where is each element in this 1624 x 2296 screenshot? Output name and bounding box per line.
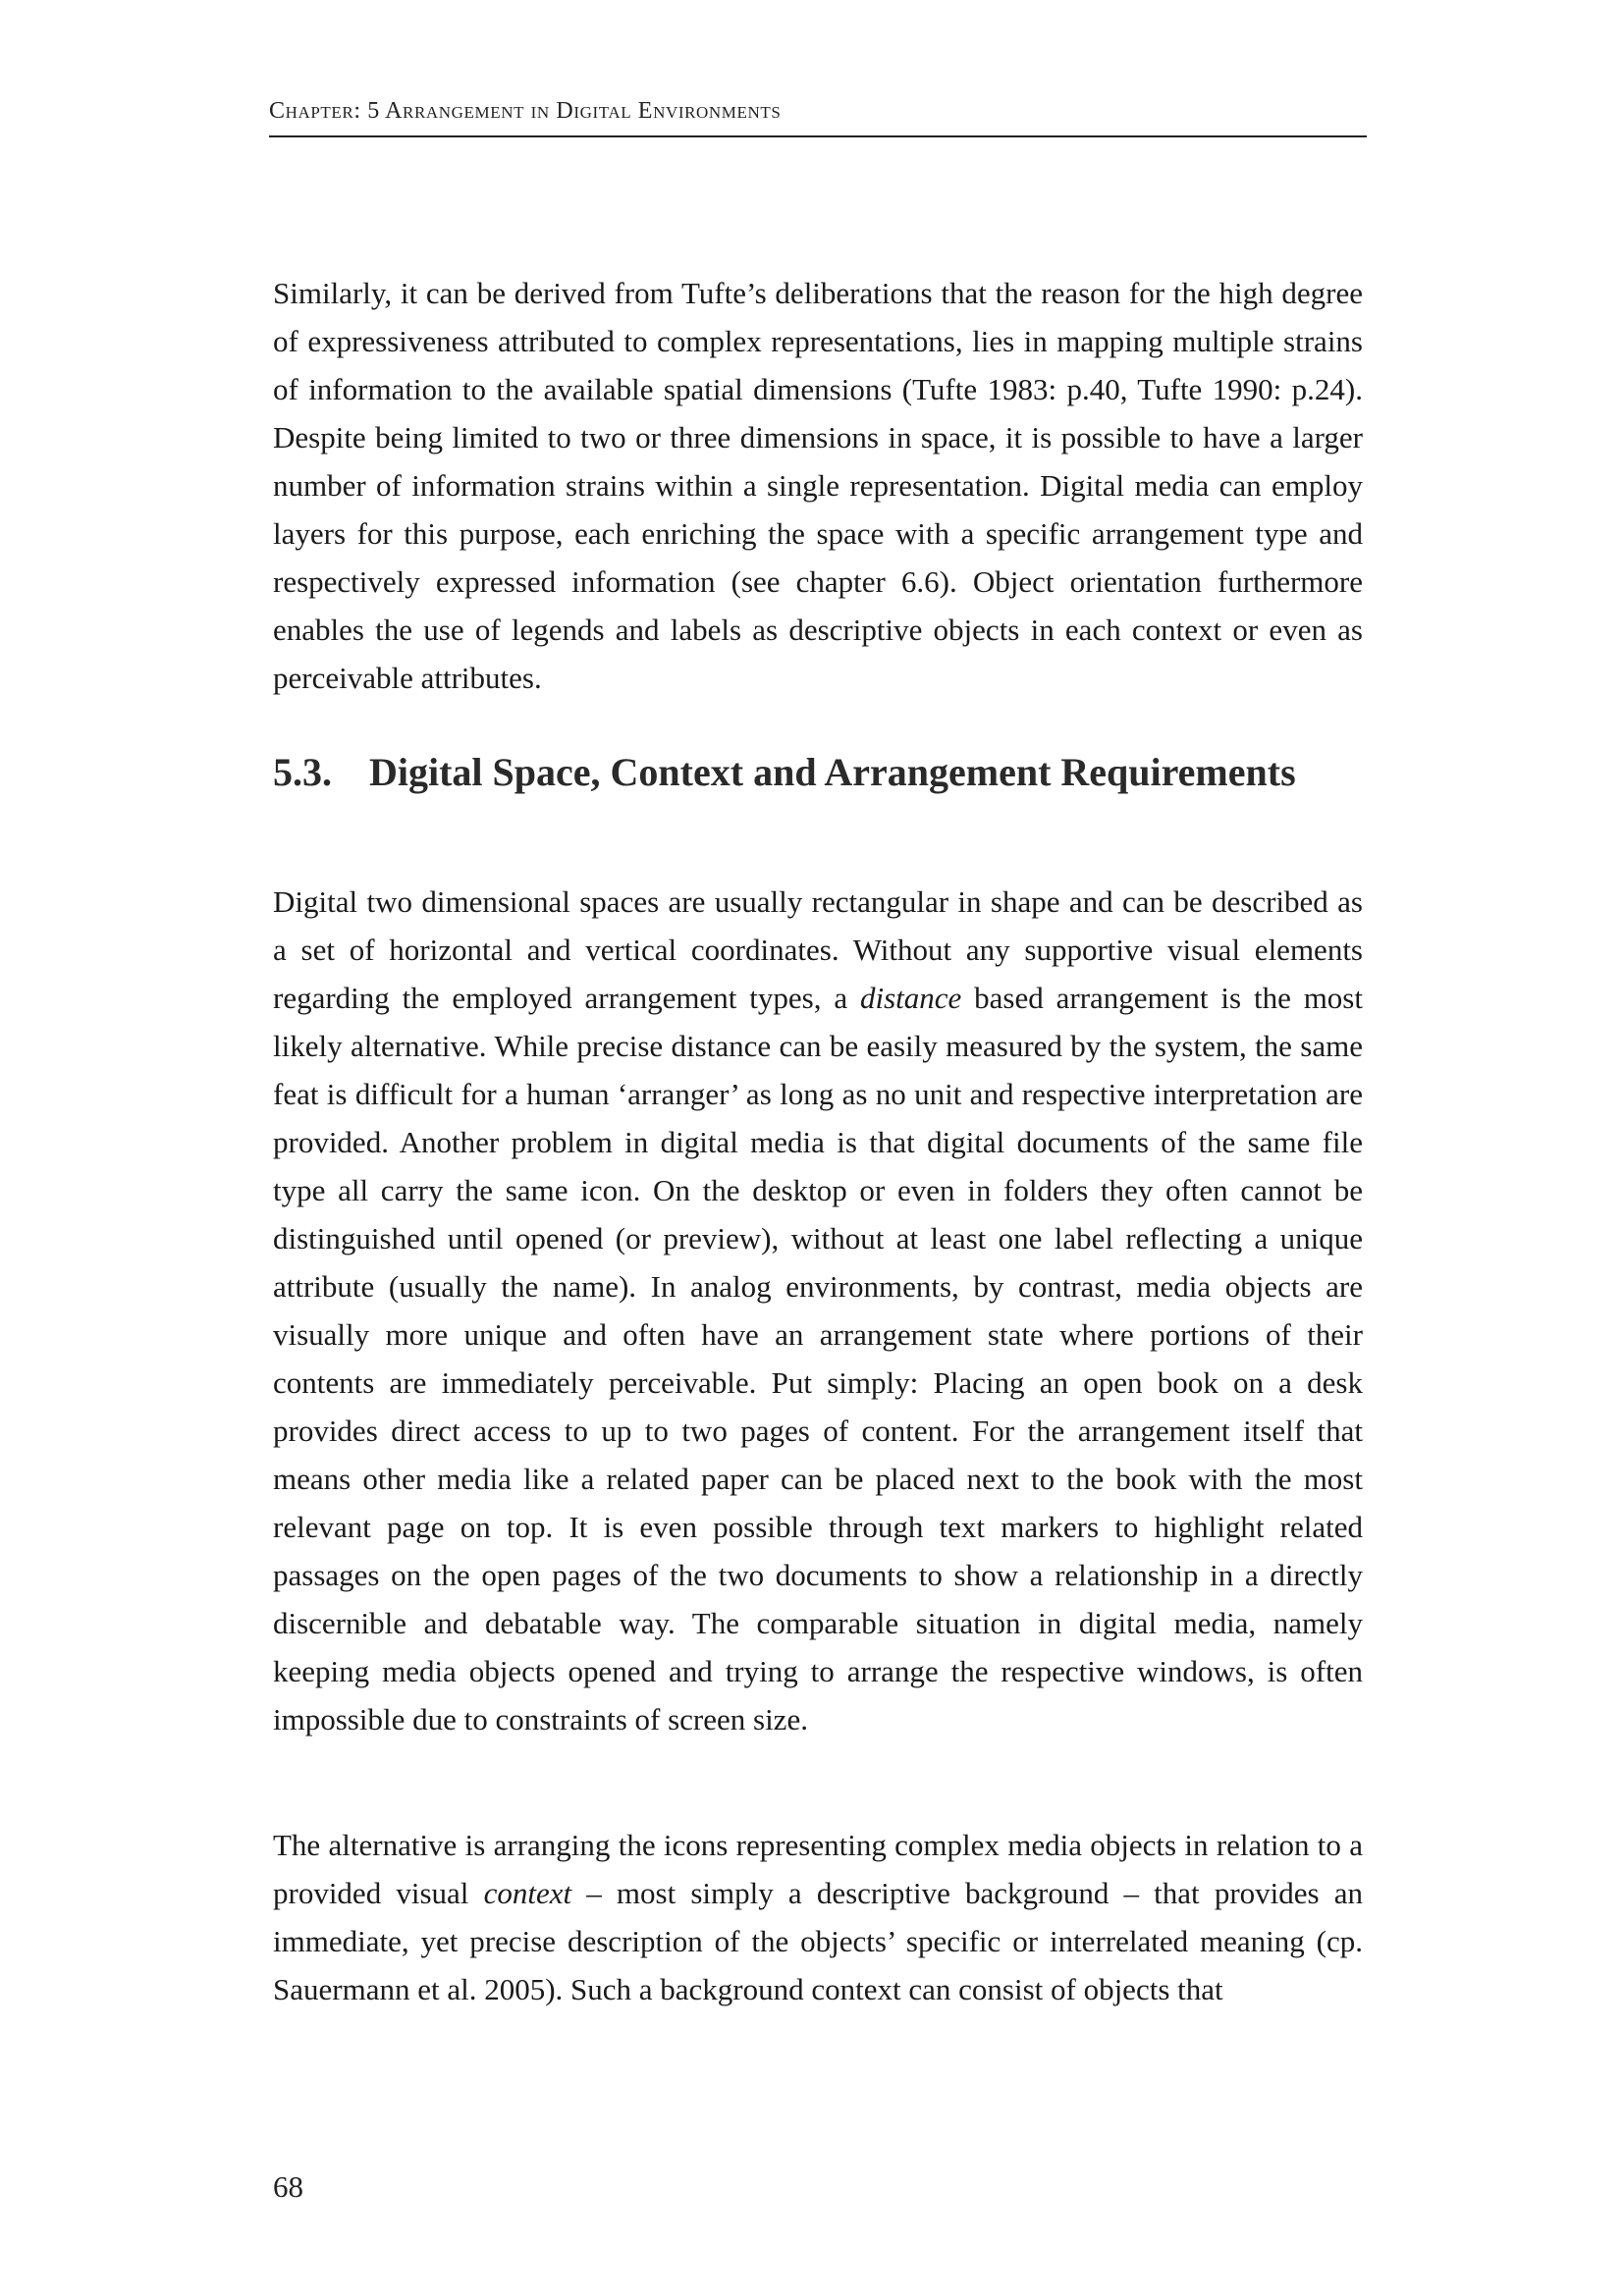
paragraph-3-text-start: The alternative is arranging the icons representing complex media objects in relation to a provided visual <box>273 1828 1363 1910</box>
section-number: 5.3. <box>273 750 332 794</box>
running-header-title: Chapter: 5 Arrangement in Digital Environments <box>269 98 782 124</box>
paragraph-3-emphasis: context <box>483 1876 572 1910</box>
paragraph-2-text-end: based arrangement is the most likely alternative. While precise distance can be easily measured by the system, the same feat is difficult for a human ‘arranger’ as long as no unit and respective interpretation are provided. Another problem in digital media is that digital documents of the same file type all carry the same icon. On the desktop or even in folders they often cannot be distinguished until opened (or preview), without at least one label reflecting a unique attribute (usually the name). In analog environments, by contrast, media objects are visually more unique and often have an arrangement state where portions of their contents are immediately perceivable. Put simply: Placing an open book on a desk provides direct access to up to two pages of content. For the arrangement itself that means other media like a related paper can be placed next to the book with the most relevant page on top. It is even possible through text markers to highlight related passages on the open pages of the two documents to show a relationship in a directly discernible and debatable way. The comparable situation in digital media, namely keeping media objects opened and trying to arrange the respective windows, is often impossible due to constraints of screen size. <box>273 981 1363 1736</box>
section-title: Digital Space, Context and Arrangement Requirements <box>369 750 1296 794</box>
paragraph-2-text-start: Digital two dimensional spaces are usually rectangular in shape and can be described as a set of horizontal and vertical coordinates. Without any supportive visual elements regarding the employed arrangement types, a <box>273 884 1363 1015</box>
running-header <box>269 96 1367 137</box>
page-number: 68 <box>273 2169 303 2204</box>
paragraph-2-emphasis: distance <box>859 981 962 1015</box>
section-heading <box>273 749 1363 795</box>
paragraph-1: Similarly, it can be derived from Tufte’s deliberations that the reason for the high degree of expressiveness attributed to complex representations, lies in mapping multiple strains of information to the available spatial dimensions (Tufte 1983: p.40, Tufte 1990: p.24). Despite being limited to two or three dimensions in space, it is possible to have a larger number of information strains within a single representation. Digital media can employ layers for this purpose, each enriching the space with a specific arrangement type and respectively expressed information (see chapter 6.6). Object orientation furthermore enables the use of legends and labels as descriptive objects in each context or even as perceivable attributes. <box>273 276 1363 695</box>
paragraph-3-text-end: – most simply a descriptive background – that provides an immediate, yet precise description of the objects’ specific or interrelated meaning (cp. Sauermann et al. 2005). Such a background context can consist of objects that <box>273 1876 1363 2006</box>
paragraph-2 <box>273 878 1363 1743</box>
paragraph-3 <box>273 1821 1363 2013</box>
